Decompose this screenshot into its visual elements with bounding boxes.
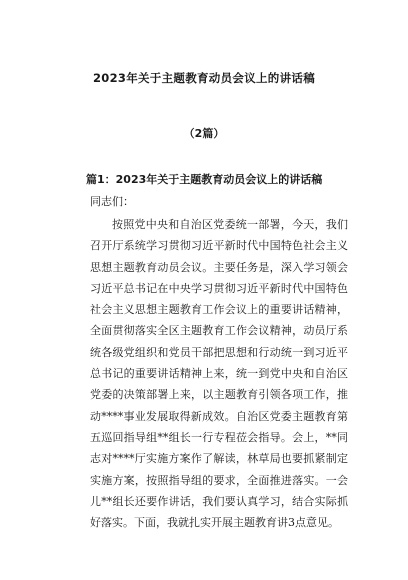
body-paragraph: 按照党中央和自治区党委统一部署，今天，我们召开厅系统学习贯彻习近平新时代中国特色社会主义思想主题教育动员会议。主要任务是，深入学习领会习近平总书记在中央学习贯彻习近平新时代中国特色社会主义思想主题教育工作会议上的重要讲话精神，全面贯彻落实全区主题教育工作会议精神，动员厅系统各级党组织和党员干部把思想和行动统一到习近平总书记的重要讲话精神上来，统一到党中央和自治区党委的决策部署上来，以主题教育引领各项工作，推动****事业发展取得新成效。自治区党委主题教育第五巡回指导组**组长一行专程莅会指导。会上，**同志对****厅实施方案作了解读，林草局也要抓紧制定实施方案，按照指导组的要求，全面推进落实。一会儿**组长还要作讲话，我们要认真学习，结合实际抓好落实。下面，我就扎实开展主题教育讲3点意见。 bbox=[90, 218, 348, 530]
salutation: 同志们： bbox=[90, 195, 134, 208]
document-count: （2篇） bbox=[183, 127, 225, 140]
document-title: 2023年关于主题教育动员会议上的讲话稿 bbox=[92, 71, 315, 85]
section-title: 篇1：2023年关于主题教育动员会议上的讲话稿 bbox=[86, 173, 323, 186]
